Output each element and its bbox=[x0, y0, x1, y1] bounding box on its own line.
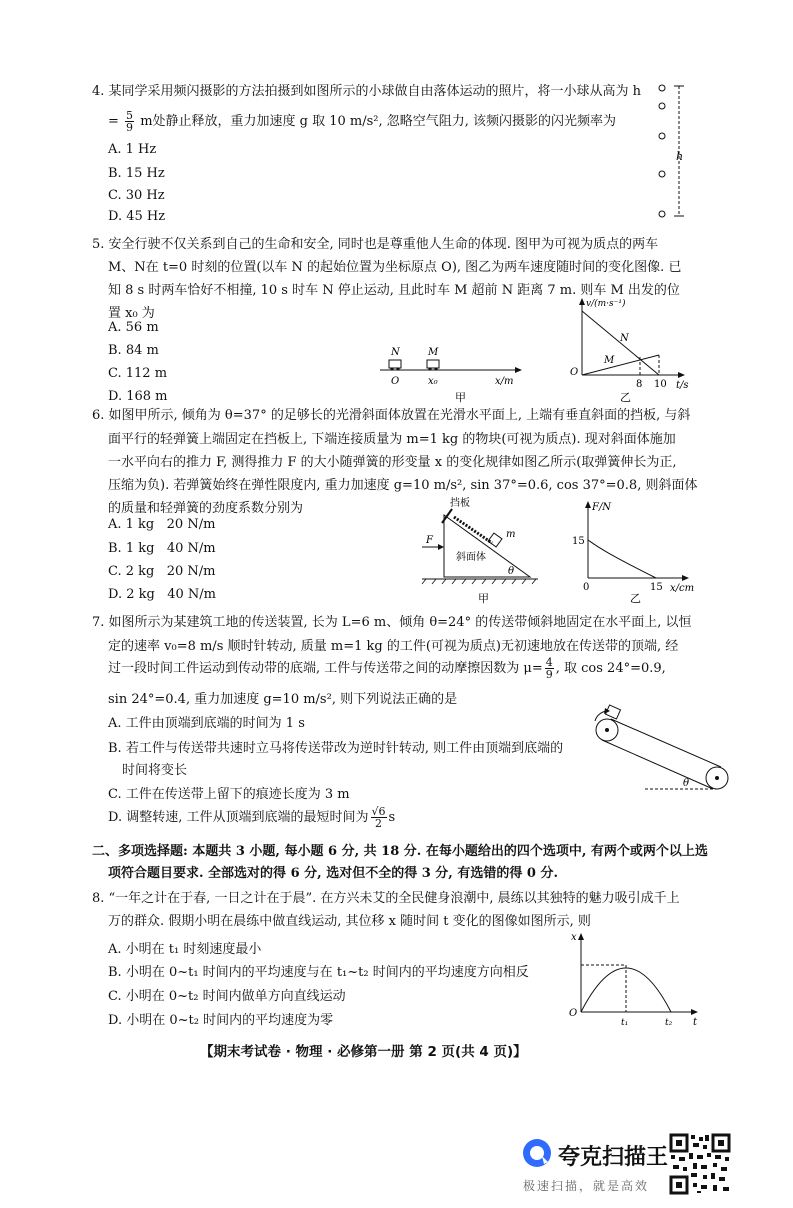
svg-text:v/(m·s⁻¹): v/(m·s⁻¹) bbox=[586, 299, 626, 309]
q8-line2: 万的群众. 假期小明在晨练中做直线运动, 其位移 x 随时间 t 变化的图像如图所示, 则 bbox=[108, 914, 591, 929]
svg-text:t₂: t₂ bbox=[665, 1018, 673, 1028]
q4-option-a: A. 1 Hz bbox=[108, 142, 157, 157]
section2-line1: 二、多项选择题: 本题共 3 小题, 每小题 6 分, 共 18 分. 在每小题给出的四个选项中, 有两个或两个以上选 bbox=[92, 844, 708, 859]
q6-line2: 面平行的轻弹簧上端固定在挡板上, 下端连接质量为 m=1 kg 的物块(可视为质点). 现对斜面体施加 bbox=[108, 432, 676, 447]
svg-text:O: O bbox=[391, 376, 400, 387]
q5-line1: 5. 安全行驶不仅关系到自己的生命和安全, 同时也是尊重他人生命的体现. 图甲为可视为质点的两车 bbox=[92, 237, 659, 252]
q6-option-c: C. 2 kg 20 N/m bbox=[108, 564, 216, 579]
svg-text:甲: 甲 bbox=[455, 391, 466, 404]
svg-text:F/N: F/N bbox=[592, 502, 612, 513]
q6-line5: 的质量和轻弹簧的劲度系数分别为 bbox=[108, 501, 304, 516]
ball bbox=[659, 211, 665, 217]
q4-option-b: B. 15 Hz bbox=[108, 166, 165, 181]
q7-option-a: A. 工件由顶端到底端的时间为 1 s bbox=[108, 716, 305, 731]
section2-line2: 项符合题目要求. 全部选对的得 6 分, 选对但不全的得 3 分, 有选错的得 0 分. bbox=[108, 866, 558, 881]
q5-option-b: B. 84 m bbox=[108, 343, 159, 358]
q7-line2: 定的速率 v₀=8 m/s 顺时针转动, 质量 m=1 kg 的工件(可视为质点)无初速地放在传送带的顶端, 经 bbox=[108, 639, 679, 654]
q5-line2: M、N在 t=0 时刻的位置(以车 N 的起始位置为坐标原点 O), 图乙为两车速度随时间的变化图像. 已 bbox=[108, 260, 682, 275]
q4-figure bbox=[650, 80, 700, 225]
qr-code-icon bbox=[669, 1133, 731, 1195]
svg-text:8: 8 bbox=[636, 379, 643, 390]
q6-line3: 一水平向右的推力 F, 测得推力 F 的大小随弹簧的形变量 x 的变化规律如图乙所示(取弹簧伸长为正, bbox=[108, 455, 677, 470]
q8-figure bbox=[565, 930, 705, 1030]
q8-option-a: A. 小明在 t₁ 时刻速度最小 bbox=[108, 942, 262, 957]
svg-text:F: F bbox=[426, 535, 433, 546]
q5-option-a: A. 56 m bbox=[108, 320, 159, 335]
svg-text:M: M bbox=[604, 355, 615, 366]
q5-figure-a bbox=[375, 340, 535, 405]
q7-option-b-line1: B. 若工件与传送带共速时立马将传送带改为逆时针转动, 则工件由顶端到底端的 bbox=[108, 741, 564, 756]
q7-option-b-line2: 时间将变长 bbox=[122, 763, 188, 778]
brand-name: 夸克扫描王 bbox=[558, 1145, 669, 1170]
svg-text:θ: θ bbox=[508, 566, 515, 577]
svg-text:15: 15 bbox=[572, 536, 585, 547]
q8-option-b: B. 小明在 0~t₁ 时间内的平均速度与在 t₁~t₂ 时间内的平均速度方向相反 bbox=[108, 965, 529, 980]
q5-option-d: D. 168 m bbox=[108, 389, 168, 404]
q4-line1: 4. 某同学采用频闪摄影的方法拍摄到如图所示的小球做自由落体运动的照片，将一小球从高为 h bbox=[92, 84, 642, 99]
svg-text:t₁: t₁ bbox=[621, 1018, 629, 1028]
q4-fig-h: h bbox=[676, 150, 684, 163]
q7-mu-fraction: $\frac{4}{9}$ bbox=[545, 656, 553, 681]
q6-line1: 6. 如图甲所示, 倾角为 θ=37° 的足够长的光滑斜面体放置在光滑水平面上, 上端有垂直斜面的挡板, 与斜 bbox=[92, 408, 691, 423]
q8-option-c: C. 小明在 0~t₂ 时间内做单方向直线运动 bbox=[108, 989, 346, 1004]
svg-text:x: x bbox=[571, 932, 577, 943]
q6-figure-a bbox=[420, 495, 560, 605]
ball bbox=[659, 133, 665, 139]
svg-text:乙: 乙 bbox=[620, 391, 631, 404]
q4-fraction: $\frac{5}{9}$ bbox=[126, 109, 134, 134]
ball bbox=[659, 103, 665, 109]
svg-text:O: O bbox=[570, 367, 579, 378]
q6-option-d: D. 2 kg 40 N/m bbox=[108, 587, 216, 602]
svg-text:N: N bbox=[620, 333, 629, 344]
car-m bbox=[427, 360, 439, 368]
svg-text:t: t bbox=[693, 1017, 698, 1028]
page-footer: 【期末考试卷 · 物理 · 必修第一册 第 2 页(共 4 页)】 bbox=[200, 1044, 527, 1060]
svg-text:x/m: x/m bbox=[495, 376, 514, 387]
brand-logo-icon bbox=[522, 1138, 552, 1168]
q8-option-d: D. 小明在 0~t₂ 时间内的平均速度为零 bbox=[108, 1013, 334, 1028]
svg-text:0: 0 bbox=[583, 582, 590, 593]
svg-text:乙: 乙 bbox=[630, 592, 641, 605]
q6-option-b: B. 1 kg 40 N/m bbox=[108, 541, 216, 556]
ball bbox=[659, 171, 665, 177]
car-n bbox=[389, 360, 401, 368]
svg-text:N: N bbox=[391, 347, 400, 358]
q5-line4: 置 x₀ 为 bbox=[108, 306, 155, 321]
svg-text:甲: 甲 bbox=[478, 592, 489, 605]
brand-slogan: 极速扫描，就是高效 bbox=[523, 1179, 650, 1193]
svg-text:O: O bbox=[569, 1008, 578, 1019]
q4-option-d: D. 45 Hz bbox=[108, 209, 166, 224]
svg-text:θ: θ bbox=[683, 778, 690, 789]
svg-text:15: 15 bbox=[650, 582, 663, 593]
svg-text:x₀: x₀ bbox=[428, 376, 438, 387]
q7-line4: sin 24°=0.4, 重力加速度 g=10 m/s², 则下列说法正确的是 bbox=[108, 692, 458, 707]
q5-figure-b bbox=[560, 295, 700, 405]
svg-text:挡板: 挡板 bbox=[450, 498, 470, 509]
q4-line2-text: m处静止释放，重力加速度 g 取 10 m/s², 忽略空气阻力, 该频闪摄影的闪光频率为 bbox=[140, 114, 617, 129]
svg-text:t/s: t/s bbox=[676, 380, 689, 391]
q5-line3: 知 8 s 时两车恰好不相撞, 10 s 时车 N 停止运动, 且此时车 M 超前 N 距离 7 m. 则车 M 出发的位 bbox=[108, 283, 680, 298]
q4-option-c: C. 30 Hz bbox=[108, 188, 165, 203]
svg-text:10: 10 bbox=[654, 379, 667, 390]
q4-eq: = bbox=[108, 114, 119, 129]
q7-line3: 过一段时间工件运动到传动带的底端, 工件与传送带之间的动摩擦因数为 μ= $\frac{4}{9}$ , 取 cos 24°=0.9, bbox=[108, 656, 666, 681]
svg-text:m: m bbox=[506, 529, 516, 540]
svg-text:x/cm: x/cm bbox=[670, 583, 695, 594]
q7-option-c: C. 工件在传送带上留下的痕迹长度为 3 m bbox=[108, 787, 350, 802]
svg-text:斜面体: 斜面体 bbox=[456, 552, 486, 563]
q8-line1: 8. “一年之计在于春, 一日之计在于晨”. 在方兴未艾的全民健身浪潮中, 晨练以其独特的魅力吸引成千上 bbox=[92, 891, 680, 906]
q6-line4: 压缩为负). 若弹簧始终在弹性限度内, 重力加速度 g=10 m/s², sin 37°=0.6, cos 37°=0.8, 则斜面体 bbox=[108, 478, 698, 493]
q7-line1: 7. 如图所示为某建筑工地的传送装置, 长为 L=6 m、倾角 θ=24° 的传送带倾斜地固定在水平面上, 以恒 bbox=[92, 615, 692, 630]
q7-conveyor-figure bbox=[585, 705, 735, 815]
q7-option-d: D. 调整转速, 工件从顶端到底端的最短时间为 $\frac{√6}{2}$ s bbox=[108, 805, 396, 830]
q4-line2 bbox=[108, 110, 616, 133]
ball bbox=[659, 85, 665, 91]
svg-text:M: M bbox=[428, 347, 439, 358]
q5-option-c: C. 112 m bbox=[108, 366, 168, 381]
q6-option-a: A. 1 kg 20 N/m bbox=[108, 517, 216, 532]
q6-figure-b bbox=[570, 500, 700, 605]
q7-optd-fraction: $\frac{√6}{2}$ bbox=[371, 805, 386, 830]
